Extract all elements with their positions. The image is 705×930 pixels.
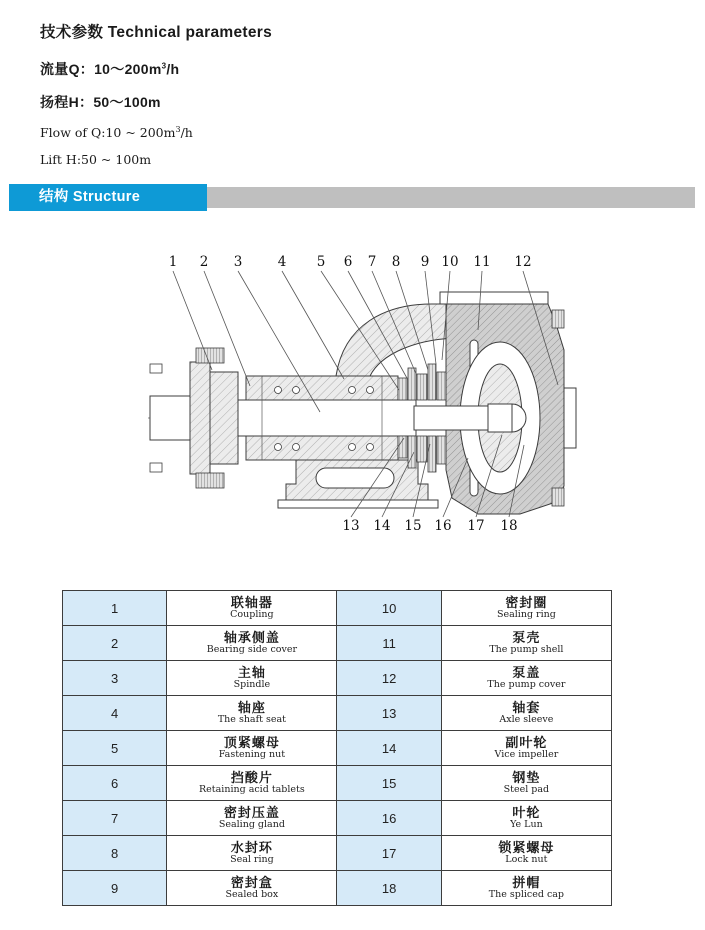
part-number-cell: 7 [63, 801, 167, 836]
table-row [63, 766, 612, 801]
part-number-cell: 9 [63, 871, 167, 906]
table-row [63, 836, 612, 871]
part-name-cell [167, 591, 337, 626]
part-number-cell: 2 [63, 626, 167, 661]
part-number-cell: 5 [63, 731, 167, 766]
part-number-cell: 8 [63, 836, 167, 871]
coupling-bolt-top [196, 348, 224, 363]
part-name-cn: 密封圈 [505, 594, 548, 610]
part-name-en: The shaft seat [217, 714, 286, 726]
part-name-cn: 轴套 [512, 699, 541, 715]
part-name-en: Coupling [230, 609, 274, 621]
callout-label: 8 [391, 254, 401, 270]
part-name-en: Sealed box [225, 889, 279, 901]
part-name-cell [167, 871, 337, 906]
callout-label: 9 [420, 254, 430, 270]
part-name-cell [167, 766, 337, 801]
part-number-cell: 1 [63, 591, 167, 626]
part-name-cell [167, 801, 337, 836]
table-row [63, 801, 612, 836]
parts-table [62, 590, 612, 906]
part-name-cn: 密封盒 [230, 874, 273, 890]
part-name-cn: 水封环 [230, 839, 273, 855]
part-name-en: Bearing side cover [206, 644, 298, 656]
callout-label: 6 [343, 254, 353, 270]
part-name-cn: 泵盖 [512, 664, 541, 680]
table-row [63, 591, 612, 626]
support-bracket [336, 304, 462, 376]
part-number-cell: 10 [337, 591, 441, 626]
part-name-en: Seal ring [230, 854, 274, 866]
part-name-cell [441, 836, 611, 871]
part-number-cell: 3 [63, 661, 167, 696]
callout-label: 10 [441, 254, 459, 270]
part-name-en: Sealing ring [496, 609, 556, 621]
part-name-cell [441, 626, 611, 661]
page-title: 技术参数 Technical parameters [40, 24, 273, 41]
part-name-en: The spliced cap [488, 889, 565, 901]
part-name-cn: 副叶轮 [505, 734, 548, 750]
part-name-cell [441, 731, 611, 766]
pump-diagram-svg [0, 240, 705, 560]
part-name-cn: 联轴器 [230, 594, 273, 610]
callout-label: 12 [514, 254, 532, 270]
part-name-cell [167, 626, 337, 661]
part-name-en: Spindle [233, 679, 271, 691]
callout-label: 17 [467, 518, 485, 534]
part-name-cell [441, 871, 611, 906]
part-name-cn: 轴座 [237, 699, 266, 715]
part-name-cn: 密封压盖 [223, 804, 280, 820]
param-head-cn: 扬程H：50～100m [40, 94, 161, 110]
part-name-cell [167, 696, 337, 731]
part-name-en: Lock nut [505, 854, 548, 866]
part-number-cell: 13 [337, 696, 441, 731]
part-name-cn: 挡酸片 [230, 769, 273, 785]
callout-label: 13 [342, 518, 360, 534]
structure-heading: 结构 Structure [9, 184, 207, 211]
callout-leader-line [173, 271, 212, 370]
part-name-cell [167, 836, 337, 871]
parts-table-body [63, 591, 612, 906]
callout-label: 4 [277, 254, 287, 270]
callout-label: 5 [316, 254, 326, 270]
shaft-stub [414, 406, 488, 430]
pump-structure-diagram [0, 240, 705, 560]
part-name-cell [441, 591, 611, 626]
part-name-cell [441, 696, 611, 731]
discharge-flange [440, 292, 548, 304]
part-name-cn: 拼帽 [512, 874, 541, 890]
part-number-cell: 11 [337, 626, 441, 661]
main-shaft [238, 400, 416, 436]
part-number-cell: 14 [337, 731, 441, 766]
part-number-cell: 12 [337, 661, 441, 696]
part-number-cell: 18 [337, 871, 441, 906]
part-number-cell: 6 [63, 766, 167, 801]
part-name-cell [441, 661, 611, 696]
structure-banner [9, 184, 695, 211]
impeller-hub [488, 404, 512, 432]
part-name-en: Ye Lun [510, 819, 543, 831]
table-row [63, 731, 612, 766]
callout-label: 15 [404, 518, 422, 534]
suction-nozzle [564, 388, 576, 448]
part-name-en: Axle sleeve [499, 714, 554, 726]
callout-label: 1 [168, 254, 178, 270]
part-name-cell [441, 766, 611, 801]
table-row [63, 661, 612, 696]
table-row [63, 626, 612, 661]
part-number-cell: 15 [337, 766, 441, 801]
table-row [63, 696, 612, 731]
tech-params-section [40, 20, 272, 179]
part-name-cn: 钢垫 [512, 769, 541, 785]
param-lift-en: Lift H:50 ~ 100m [40, 152, 152, 168]
coupling-bolt-bottom [196, 473, 224, 488]
callout-label: 2 [199, 254, 209, 270]
callout-label: 11 [473, 254, 491, 270]
callout-label: 7 [367, 254, 377, 270]
table-row [63, 871, 612, 906]
part-name-en: Steel pad [503, 784, 550, 796]
param-flow-cn: 流量Q：$10\sim 200m^3/h$ [40, 61, 180, 77]
banner-gray-bar [207, 187, 695, 208]
part-number-cell: 16 [337, 801, 441, 836]
part-name-en: The pump shell [489, 644, 564, 656]
callout-label: 16 [434, 518, 452, 534]
callout-label: 18 [500, 518, 518, 534]
coupling-hub [210, 372, 238, 464]
part-name-en: Vice impeller [494, 749, 559, 761]
part-name-en: The pump cover [487, 679, 566, 691]
part-name-cn: 轴承侧盖 [223, 629, 280, 645]
clamp-bolt-top [150, 364, 162, 373]
part-name-en: Retaining acid tablets [199, 784, 305, 796]
part-name-cn: 顶紧螺母 [223, 734, 280, 750]
part-name-cell [441, 801, 611, 836]
part-name-en: Sealing gland [218, 819, 285, 831]
clamp-bolt-bottom [150, 463, 162, 472]
part-name-cn: 叶轮 [512, 804, 541, 820]
param-flow-en: Flow of Q:10 ~ $200m^3/h$ [40, 125, 193, 141]
part-name-en: Fastening nut [218, 749, 286, 761]
part-name-cn: 泵壳 [512, 629, 541, 645]
shaft-end [150, 396, 190, 440]
part-name-cell [167, 731, 337, 766]
callout-label: 3 [233, 254, 243, 270]
coupling-flange [190, 362, 210, 474]
part-name-cell [167, 661, 337, 696]
part-number-cell: 17 [337, 836, 441, 871]
part-number-cell: 4 [63, 696, 167, 731]
part-name-cn: 锁紧螺母 [498, 839, 555, 855]
callout-label: 14 [373, 518, 391, 534]
callout-leader-line [204, 271, 250, 386]
part-name-cn: 主轴 [237, 664, 266, 680]
